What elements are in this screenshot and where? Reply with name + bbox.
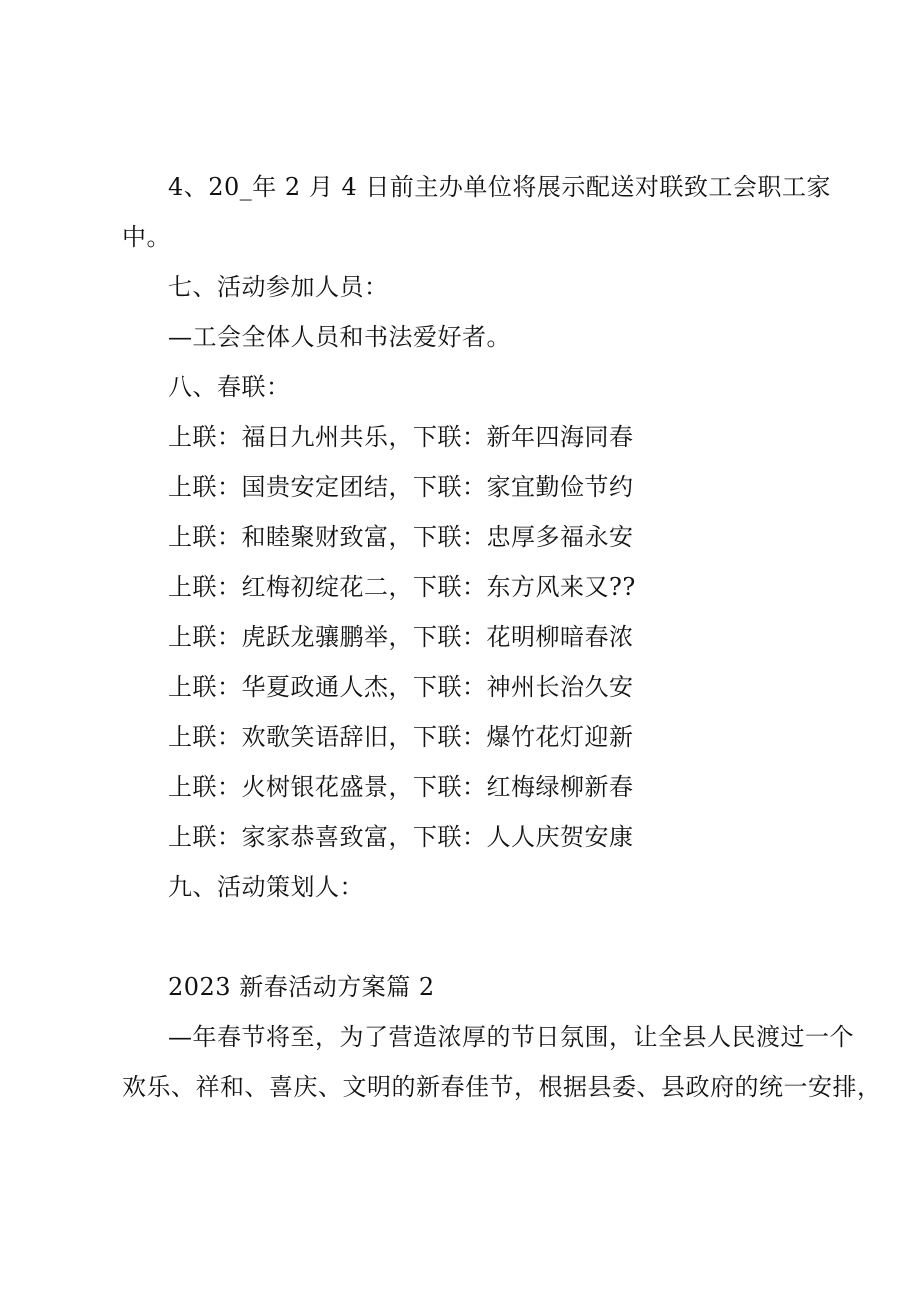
couplet-line: 上联：国贵安定团结，下联：家宜勤俭节约	[168, 473, 634, 501]
couplet-line: 上联：家家恭喜致富，下联：人人庆贺安康	[168, 823, 634, 851]
couplet-line: 上联：和睦聚财致富，下联：忠厚多福永安	[168, 523, 634, 551]
part-2-paragraph-line-2: 欢乐、祥和、喜庆、文明的新春佳节，根据县委、县政府的统一安排，	[122, 1073, 882, 1101]
couplet-line: 上联：火树银花盛景，下联：红梅绿柳新春	[168, 773, 634, 801]
section-9-heading: 九、活动策划人：	[168, 873, 364, 901]
section-8-heading: 八、春联：	[168, 373, 291, 401]
item-4-line-1: 4、20_年 2 月 4 日前主办单位将展示配送对联致工会职工家	[168, 173, 831, 201]
couplet-line: 上联：红梅初绽花二，下联：东方风来又??	[168, 573, 636, 601]
part-2-title: 2023 新春活动方案篇 2	[168, 973, 435, 1001]
part-2-paragraph-line-1: —年春节将至，为了营造浓厚的节日氛围，让全县人民渡过一个	[168, 1023, 854, 1051]
couplet-line: 上联：欢歌笑语辞旧，下联：爆竹花灯迎新	[168, 723, 634, 751]
section-7-heading: 七、活动参加人员：	[168, 273, 389, 301]
couplet-line: 上联：华夏政通人杰，下联：神州长治久安	[168, 673, 634, 701]
item-4-line-2: 中。	[122, 223, 171, 251]
couplet-line: 上联：虎跃龙骧鹏举，下联：花明柳暗春浓	[168, 623, 634, 651]
couplet-line: 上联：福日九州共乐，下联：新年四海同春	[168, 423, 634, 451]
section-7-body: —工会全体人员和书法爱好者。	[168, 323, 511, 351]
